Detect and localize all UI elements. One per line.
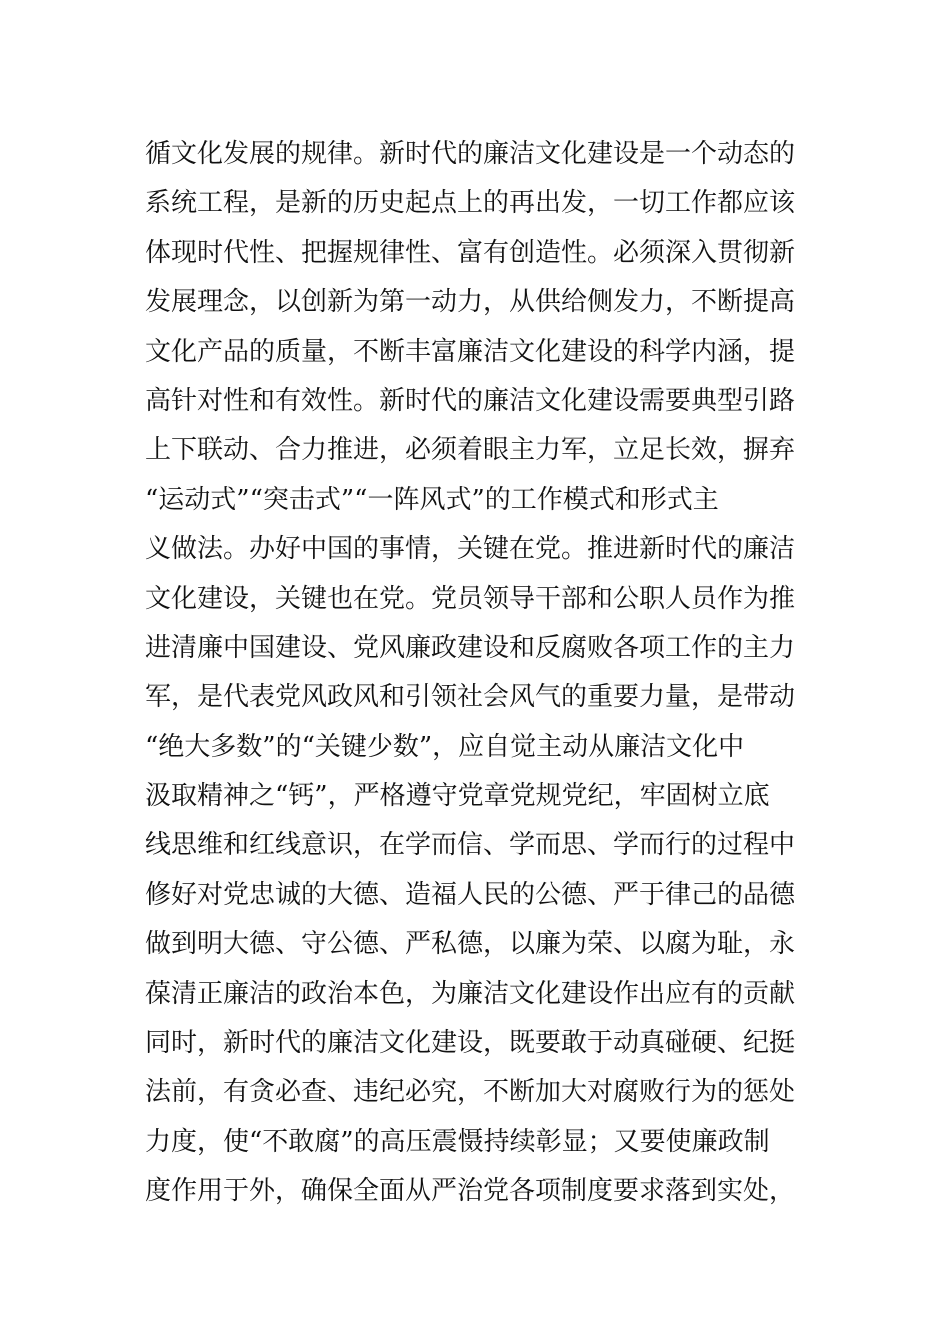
text-line-4: 发展理念，以创新为第一动力，从供给侧发力，不断提高	[145, 287, 796, 318]
text-line-17: 做到明大德、守公德、严私德，以廉为荣、以腐为耻，永	[145, 929, 796, 960]
text-line-14: 汲取精神之“钙”，严格遵守党章党规党纪，牢固树立底	[145, 781, 770, 812]
text-line-19: 同时，新时代的廉洁文化建设，既要敢于动真碰硬、纪挺	[145, 1028, 796, 1059]
text-line-15: 线思维和红线意识，在学而信、学而思、学而行的过程中	[145, 830, 796, 861]
text-line-20: 法前，有贪必查、违纪必究，不断加大对腐败行为的惩处	[145, 1077, 796, 1108]
text-line-22: 度作用于外，确保全面从严治党各项制度要求落到实处，	[145, 1176, 796, 1207]
text-line-5: 文化产品的质量，不断丰富廉洁文化建设的科学内涵，提	[145, 336, 796, 367]
text-line-11: 进清廉中国建设、党风廉政建设和反腐败各项工作的主力	[145, 632, 796, 663]
text-line-18: 葆清正廉洁的政治本色，为廉洁文化建设作出应有的贡献	[145, 978, 796, 1009]
text-line-12: 军，是代表党风政风和引领社会风气的重要力量，是带动	[145, 682, 796, 713]
text-line-13: “绝大多数”的“关键少数”，应自觉主动从廉洁文化中	[145, 731, 745, 762]
text-line-2: 系统工程，是新的历史起点上的再出发，一切工作都应该	[145, 188, 796, 219]
text-line-21: 力度，使“不敢腐”的高压震慑持续彰显；又要使廉政制	[145, 1126, 770, 1157]
text-line-8: “运动式”“突击式”“一阵风式”的工作模式和形式主	[145, 484, 719, 515]
text-line-9: 义做法。办好中国的事情，关键在党。推进新时代的廉洁	[145, 534, 796, 565]
text-line-6: 高针对性和有效性。新时代的廉洁文化建设需要典型引路	[145, 385, 796, 416]
text-line-10: 文化建设，关键也在党。党员领导干部和公职人员作为推	[145, 583, 796, 614]
text-line-1: 循文化发展的规律。新时代的廉洁文化建设是一个动态的	[145, 139, 796, 169]
text-line-16: 修好对党忠诚的大德、造福人民的公德、严于律己的品德	[145, 879, 796, 910]
body-text	[145, 130, 815, 1217]
text-line-3: 体现时代性、把握规律性、富有创造性。必须深入贯彻新	[145, 237, 796, 268]
text-line-7: 上下联动、合力推进，必须着眼主力军，立足长效，摒弃	[145, 435, 796, 466]
